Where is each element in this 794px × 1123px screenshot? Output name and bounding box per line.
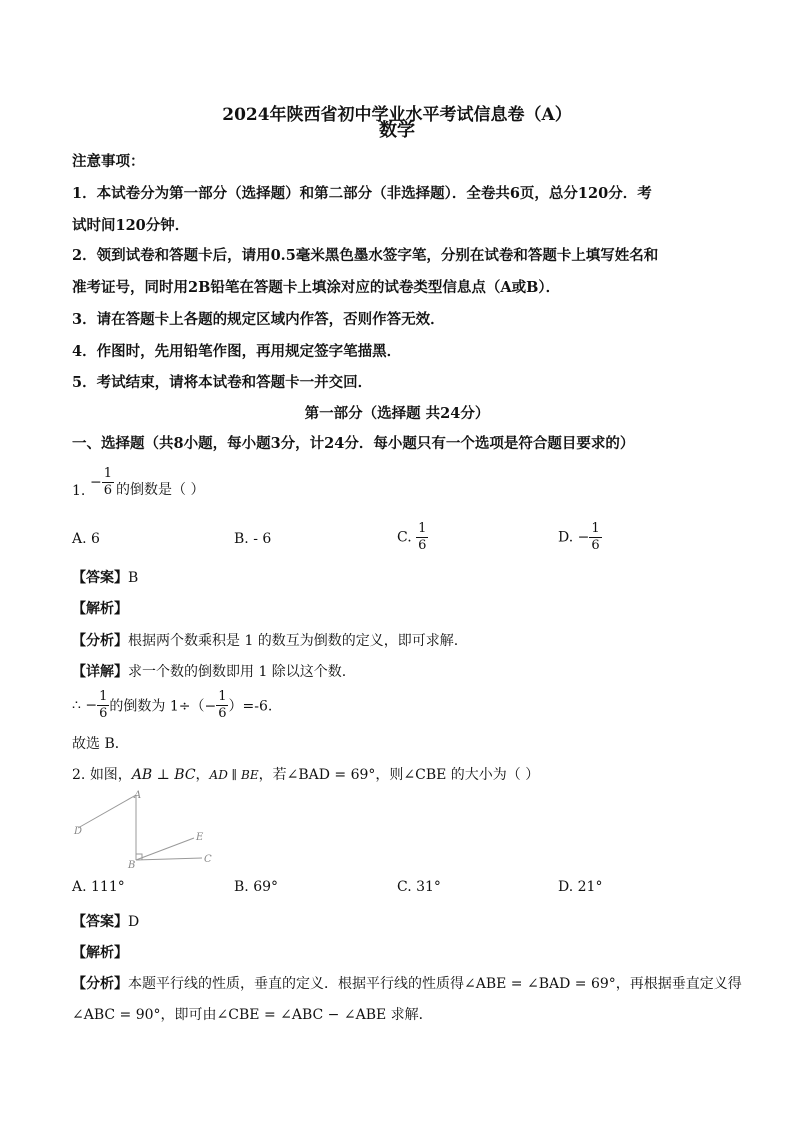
note-line-1: 1．本试卷分为第一部分（选择题）和第二部分（非选择题）．全卷共6页，总分120分．考 [72, 185, 652, 202]
fenxi-tag: 【分析】 [72, 976, 128, 992]
notes-heading: 注意事项： [72, 153, 145, 170]
q2-option-b: B. 69° [234, 879, 279, 895]
numerator: 1 [103, 466, 113, 481]
stem-end: ，若∠BAD = 69°，则∠CBE 的大小为（ ） [258, 767, 540, 783]
label-d: D [74, 826, 83, 837]
option-d [558, 521, 602, 554]
separator: ， [195, 767, 210, 783]
minus-sign: − [90, 474, 102, 491]
label-e: E [196, 832, 204, 843]
step-end: ）=-6. [228, 698, 273, 715]
option-a: A. 6 [72, 531, 100, 547]
fraction [102, 466, 114, 499]
option-b: B. - 6 [234, 531, 272, 547]
q2-analysis-tag: 【解析】 [72, 945, 128, 961]
fenxi-text: 本题平行线的性质，垂直的定义．根据平行线的性质得∠ABE = ∠BAD = 69°，再根据垂直定义得 [128, 976, 742, 992]
q2-fenxi-line-2: ∠ABC = 90°，即可由∠CBE = ∠ABC − ∠ABE 求解． [72, 1007, 433, 1023]
answer-value: B [128, 570, 139, 586]
condition-perpendicular: AB ⊥ BC [131, 767, 196, 783]
segment-ad [78, 795, 136, 828]
segment-bc [136, 858, 202, 860]
note-line-4: 准考证号，同时用2B铅笔在答题卡上填涂对应的试卷类型信息点（A或B）． [72, 279, 561, 296]
segment-be [136, 838, 194, 860]
fenxi-text: 根据两个数乘积是 1 的数互为倒数的定义，即可求解. [128, 633, 459, 649]
denominator: 6 [418, 538, 427, 553]
answer-line [72, 567, 138, 587]
denominator: 6 [218, 706, 227, 721]
condition-parallel: AD ∥ BE [209, 768, 259, 782]
exam-title: 2024年陕西省初中学业水平考试信息卷（A） [222, 105, 572, 125]
fraction [416, 521, 428, 554]
option-label: D. [558, 529, 574, 546]
fenxi-line [72, 630, 458, 650]
question-2 [72, 764, 539, 784]
denominator: 6 [99, 706, 108, 721]
analysis-tag: 【解析】 [72, 601, 128, 617]
solution-step [72, 689, 272, 722]
q2-fenxi-line-1 [72, 973, 742, 993]
q2-option-a: A. 111° [72, 879, 125, 895]
part1-heading: 第一部分（选择题 共24分） [304, 405, 490, 422]
detail-text: 求一个数的倒数即用 1 除以这个数. [128, 664, 347, 680]
note-line-5: 3．请在答题卡上各题的规定区域内作答，否则作答无效． [72, 311, 445, 328]
question-1 [72, 466, 204, 499]
question-number: 2. [72, 767, 86, 783]
q2-option-c: C. 31° [397, 879, 441, 895]
fraction [589, 521, 601, 554]
note-line-7: 5．考试结束，请将本试卷和答题卡一并交回． [72, 374, 373, 391]
label-a: A [134, 790, 142, 801]
answer-tag: 【答案】 [72, 570, 128, 586]
question-stem: 的倒数是（ ） [116, 482, 205, 498]
question-number: 1. [72, 483, 86, 499]
fraction [216, 689, 228, 722]
q2-answer-line [72, 911, 139, 931]
option-label: C. [397, 529, 412, 546]
section-heading: 一、选择题（共8小题，每小题3分，计24分．每小题只有一个选项是符合题目要求的） [72, 435, 635, 452]
subject-title: 数学 [379, 120, 415, 141]
denominator: 6 [103, 483, 113, 498]
answer-value: D [128, 914, 140, 930]
fenxi-tag: 【分析】 [72, 633, 128, 649]
note-line-2: 试时间120分钟． [72, 217, 190, 234]
label-b: B [128, 860, 136, 870]
detail-line [72, 661, 346, 681]
numerator: 1 [218, 689, 227, 704]
label-c: C [204, 854, 212, 865]
fraction [97, 689, 109, 722]
numerator: 1 [591, 521, 600, 536]
note-line-3: 2．领到试卷和答题卡后，请用0.5毫米黑色墨水签字笔，分别在试卷和答题卡上填写姓名和 [72, 247, 659, 264]
stem-start: 如图， [89, 767, 132, 783]
conclusion: 故选 B． [72, 736, 129, 752]
answer-tag: 【答案】 [72, 914, 128, 930]
detail-tag: 【详解】 [72, 664, 128, 680]
denominator: 6 [591, 538, 600, 553]
step-middle: 的倒数为 1÷（− [109, 698, 217, 715]
geometry-figure [70, 790, 220, 870]
numerator: 1 [99, 689, 108, 704]
note-line-6: 4．作图时，先用铅笔作图，再用规定签字笔描黑． [72, 343, 402, 360]
step-prefix: ∴ − [72, 697, 98, 714]
minus-sign: − [577, 529, 590, 546]
q2-option-d: D. 21° [558, 879, 603, 895]
option-c [397, 521, 428, 554]
numerator: 1 [418, 521, 427, 536]
